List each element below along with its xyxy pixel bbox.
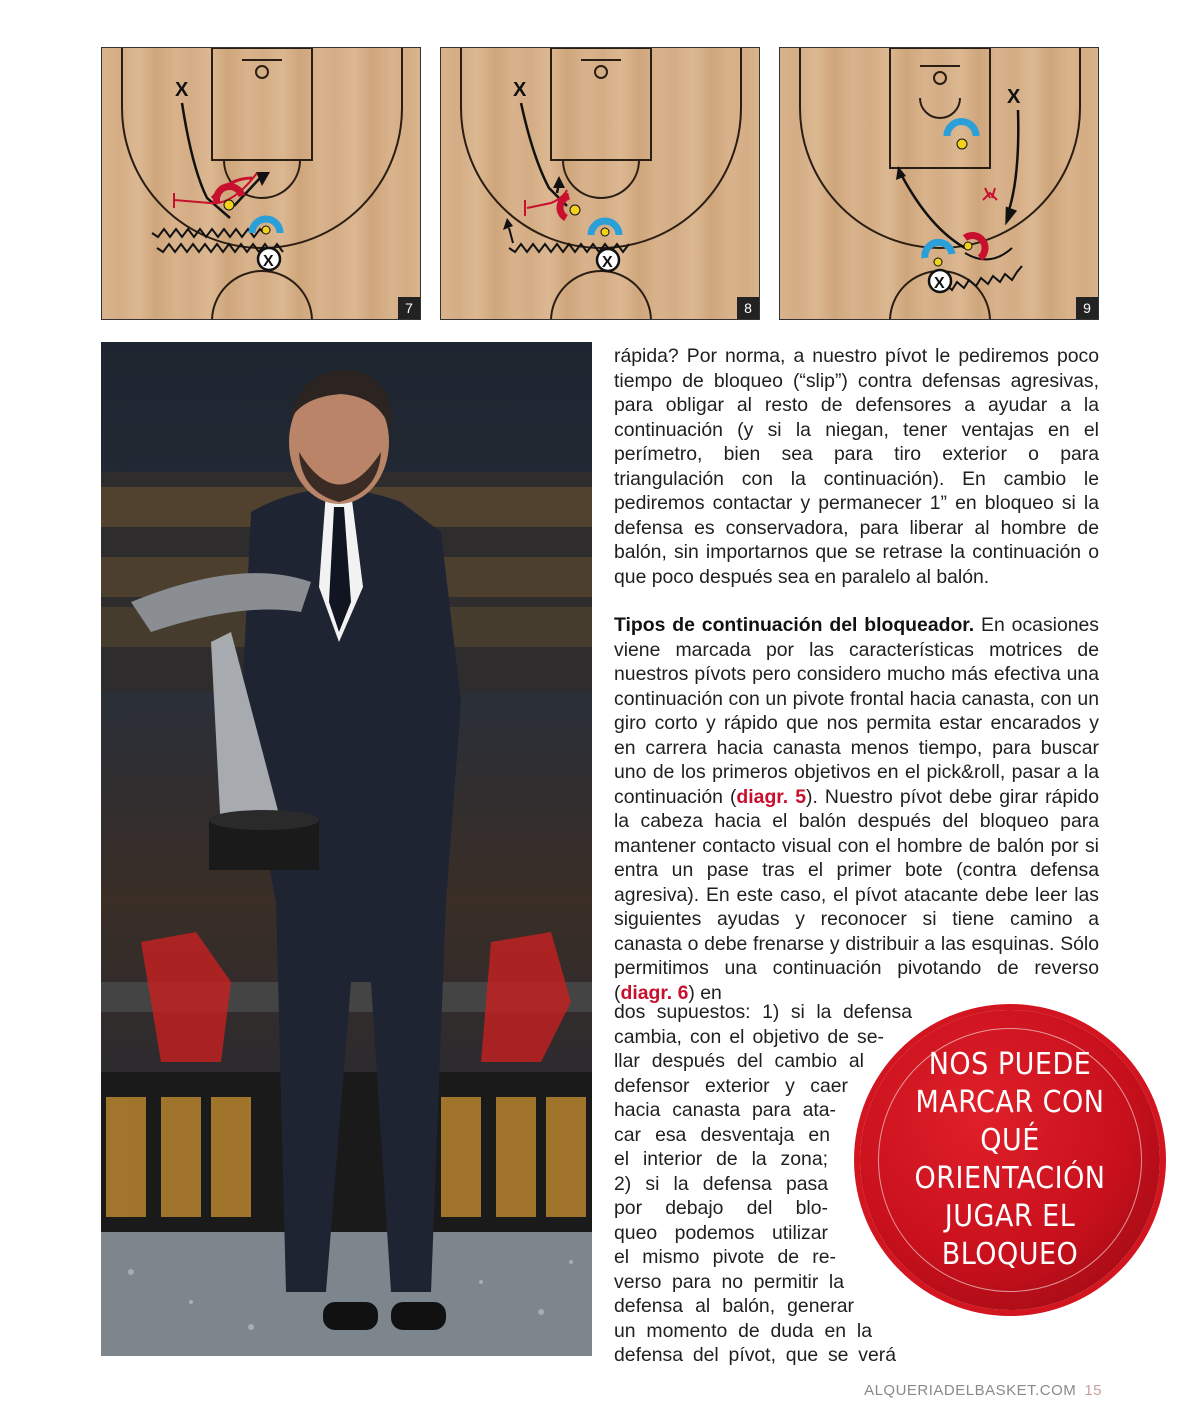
diagram-number: 7: [398, 297, 420, 319]
paragraph-2-part-2: ). Nuestro pívot debe girar rápido la cabeza hacia el balón después del bloqueo para mantener contacto visual con el hombre de balón por si entra un pase tras el primer bote (contra defensa agresiva). En este caso, el pívot atacante debe leer las siguientes ayudas y reconocer si tiene camino a canasta o debe frenarse y distribuir a las esquinas. Sólo permitimos una continuación pivotando de reverso (: [614, 785, 1099, 1004]
wrapped-line: car esa desventaja en: [614, 1123, 830, 1146]
paragraph-1: rápida? Por norma, a nuestro pívot le pediremos poco tiempo de bloqueo (“slip”) contra defensas agresivas, para obligar al resto de defensores a ayudar a la continuación (y si la niegan, tener ventajas en el perímetro, bien sea para tiro exterior o para triangulación con la continuación). En cambio le pediremos contactar y permanecer 1” en bloqueo si la defensa es conservadora, para liberar al hombre de balón, sin importarnos que se retrase la continuación o que poco después sea en paralelo al balón.: [614, 345, 1099, 588]
article-text: [614, 344, 1099, 1005]
wrapped-line: 2) si la defensa pasa: [614, 1172, 828, 1195]
diagram-number: 8: [737, 297, 759, 319]
player-x-label: X: [513, 79, 527, 101]
wrapped-line: llar después del cambio al: [614, 1050, 864, 1072]
diagram-5-reference: diagr. 5: [736, 785, 807, 808]
wrapped-line: cambia, con el objetivo de se-: [614, 1025, 884, 1048]
paragraph-2: [614, 613, 1099, 1005]
page-footer: [864, 1382, 1102, 1399]
pull-quote-inner-ring: [878, 1028, 1142, 1292]
wrapped-line: defensa del pívot, que se verá: [614, 1344, 896, 1366]
court-svg: [780, 48, 1099, 320]
wrapped-line: defensor exterior y caer: [614, 1074, 848, 1097]
wrapped-line: defensa al balón, generar: [614, 1295, 854, 1317]
coach-trophy-photo: [101, 342, 592, 1356]
player-x-label: X: [175, 79, 189, 101]
page-number: 15: [1084, 1382, 1102, 1399]
diagram-number: 9: [1076, 297, 1098, 319]
pull-quote-text: NOS PUEDE MARCAR CON QUÉ ORIENTACIÓN JUGAR EL BLOQUEO: [914, 1047, 1106, 1272]
wrapped-line: un momento de duda en la: [614, 1319, 872, 1342]
wrapped-line: verso para no permitir la: [614, 1270, 844, 1293]
svg-text:X: X: [934, 275, 945, 292]
play-diagram-8: [440, 47, 760, 320]
play-diagram-9: [779, 47, 1099, 320]
court-svg: [102, 48, 421, 320]
svg-text:X: X: [602, 254, 613, 271]
wrapped-line: el mismo pivote de re-: [614, 1246, 836, 1268]
wrapped-line: hacia canasta para ata-: [614, 1099, 836, 1121]
diagram-6-reference: diagr. 6: [620, 981, 689, 1004]
paragraph-2-part-1: En ocasiones viene marcada por las características motrices de nuestros pívots pero considero mucho más efectiva una continuación con un pivote frontal hacia canasta, con un giro corto y rápido que nos permita estar encarados y en carrera hacia canasta menos tiempo, para buscar uno de los primeros objetivos en el pick&roll, pasar a la continuación (: [614, 614, 1099, 808]
photo-illustration: [101, 342, 592, 1356]
pull-quote-circle: [860, 1010, 1160, 1310]
paragraph-2-heading: Tipos de continuación del bloqueador.: [614, 614, 975, 636]
court-svg: [441, 48, 760, 320]
paragraph-2-part-3: ) en: [688, 981, 722, 1004]
wrapped-line: por debajo del blo-: [614, 1197, 828, 1219]
svg-text:X: X: [263, 253, 274, 270]
wrapped-line: dos supuestos: 1) si la defensa: [614, 1001, 912, 1023]
footer-site: ALQUERIADELBASKET.COM: [864, 1382, 1077, 1399]
wrapped-line: queo podemos utilizar: [614, 1221, 828, 1244]
wrapped-line: el interior de la zona;: [614, 1148, 828, 1170]
player-x-label: X: [1007, 86, 1021, 108]
play-diagram-7: [101, 47, 421, 320]
